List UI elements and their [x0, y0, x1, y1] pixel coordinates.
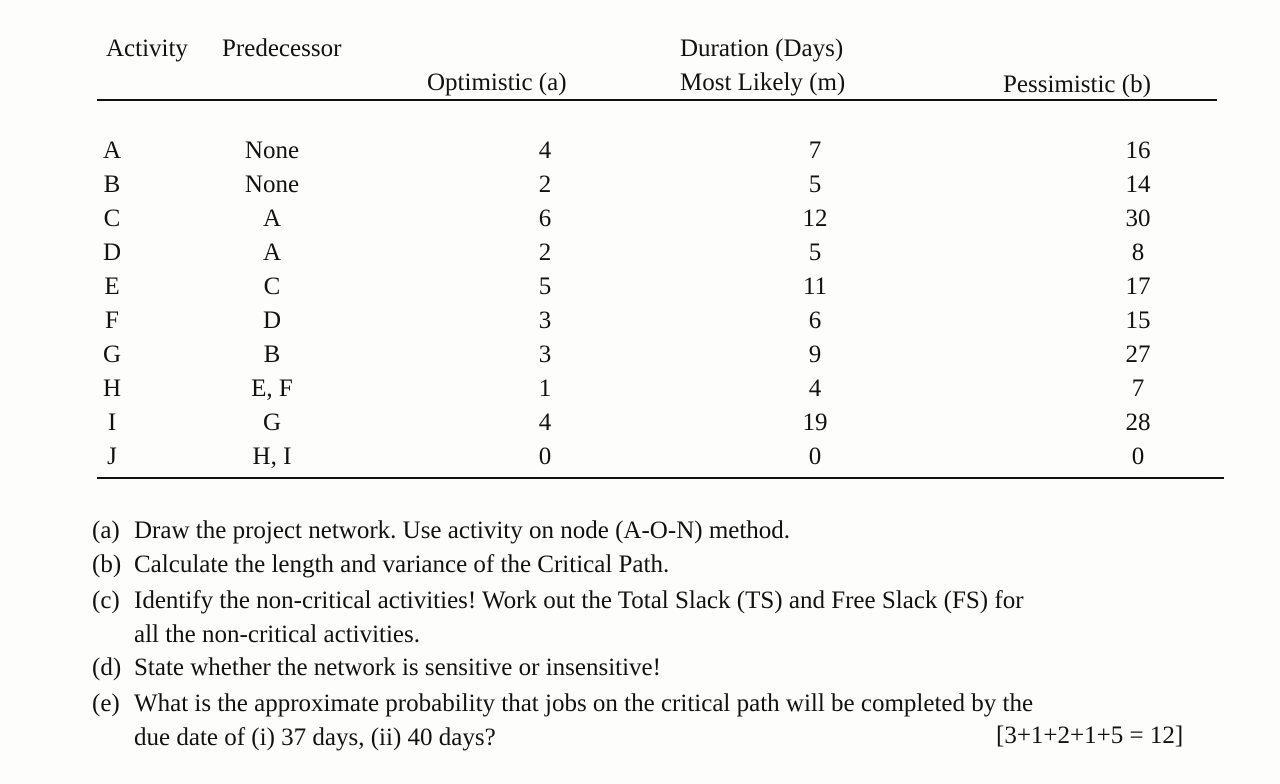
question-e-text: What is the approximate probability that jobs on the critical path will be completed by the [134, 690, 1034, 717]
header-predecessor: Predecessor [222, 35, 342, 62]
predecessor-cell: A [262, 239, 282, 266]
most-likely-cell: 11 [802, 273, 828, 300]
activity-cell: C [103, 205, 121, 232]
optimistic-cell: 6 [538, 205, 552, 232]
marks-allocation: [3+1+2+1+5 = 12] [996, 722, 1184, 749]
question-c-label: (c) [92, 587, 120, 614]
question-b-text: Calculate the length and variance of the Critical Path. [134, 551, 670, 578]
optimistic-cell: 5 [538, 273, 552, 300]
activity-cell: G [102, 341, 122, 368]
header-duration-group: Duration (Days) [680, 35, 844, 62]
question-a-label: (a) [92, 517, 120, 544]
pessimistic-cell: 30 [1125, 205, 1151, 232]
predecessor-cell: None [244, 137, 300, 164]
pessimistic-cell: 7 [1131, 375, 1145, 402]
question-c-continuation: all the non-critical activities. [134, 621, 420, 648]
pessimistic-cell: 8 [1131, 239, 1145, 266]
question-a [92, 518, 790, 543]
predecessor-cell: B [263, 341, 281, 368]
predecessor-cell: E, F [251, 375, 293, 402]
most-likely-cell: 9 [808, 341, 822, 368]
predecessor-cell: C [263, 273, 281, 300]
activity-cell: I [107, 409, 117, 436]
predecessor-cell: None [244, 171, 300, 198]
most-likely-cell: 6 [808, 307, 822, 334]
activity-cell: A [102, 137, 122, 164]
optimistic-cell: 4 [538, 409, 552, 436]
activity-cell: E [104, 273, 120, 300]
optimistic-cell: 3 [538, 341, 552, 368]
activity-cell: H [102, 375, 122, 402]
table-row [0, 304, 1280, 338]
table-row [0, 406, 1280, 440]
predecessor-cell: G [262, 409, 282, 436]
pessimistic-cell: 27 [1125, 341, 1151, 368]
activity-cell: D [102, 239, 122, 266]
question-e [92, 691, 1033, 716]
table-row [0, 338, 1280, 372]
activity-cell: J [107, 443, 117, 470]
optimistic-cell: 2 [538, 171, 552, 198]
table-row [0, 270, 1280, 304]
question-a-text: Draw the project network. Use activity on node (A-O-N) method. [134, 517, 791, 544]
predecessor-cell: A [262, 205, 282, 232]
pessimistic-cell: 15 [1125, 307, 1151, 334]
most-likely-cell: 5 [808, 171, 822, 198]
question-d-label: (d) [92, 654, 122, 681]
table-bottom-rule [97, 477, 1224, 479]
most-likely-cell: 12 [802, 205, 828, 232]
table-row [0, 134, 1280, 168]
question-e-continuation: due date of (i) 37 days, (ii) 40 days? [134, 724, 496, 751]
most-likely-cell: 5 [808, 239, 822, 266]
header-pessimistic: Pessimistic (b) [1003, 71, 1151, 98]
optimistic-cell: 2 [538, 239, 552, 266]
header-rule [97, 99, 1217, 101]
table-row [0, 372, 1280, 406]
pessimistic-cell: 14 [1125, 171, 1151, 198]
pessimistic-cell: 16 [1125, 137, 1151, 164]
most-likely-cell: 0 [808, 443, 822, 470]
pessimistic-cell: 28 [1125, 409, 1151, 436]
table-row [0, 440, 1280, 474]
question-b [92, 552, 669, 577]
predecessor-cell: H, I [252, 443, 292, 470]
activity-cell: B [103, 171, 121, 198]
predecessor-cell: D [262, 307, 282, 334]
header-optimistic: Optimistic (a) [427, 69, 567, 96]
table-row [0, 236, 1280, 270]
table-row [0, 168, 1280, 202]
question-d-text: State whether the network is sensitive or insensitive! [134, 654, 661, 681]
question-c [92, 588, 1024, 613]
pessimistic-cell: 17 [1125, 273, 1151, 300]
optimistic-cell: 1 [538, 375, 552, 402]
most-likely-cell: 7 [808, 137, 822, 164]
question-e-label: (e) [92, 690, 120, 717]
table-row [0, 202, 1280, 236]
pessimistic-cell: 0 [1131, 443, 1145, 470]
optimistic-cell: 0 [538, 443, 552, 470]
header-most-likely: Most Likely (m) [680, 69, 846, 96]
question-c-text: Identify the non-critical activities! Work out the Total Slack (TS) and Free Slack (FS) for [134, 587, 1024, 614]
optimistic-cell: 4 [538, 137, 552, 164]
most-likely-cell: 19 [802, 409, 828, 436]
activity-cell: F [105, 307, 119, 334]
most-likely-cell: 4 [808, 375, 822, 402]
question-d [92, 655, 661, 680]
optimistic-cell: 3 [538, 307, 552, 334]
question-b-label: (b) [92, 551, 122, 578]
header-activity: Activity [106, 35, 188, 62]
